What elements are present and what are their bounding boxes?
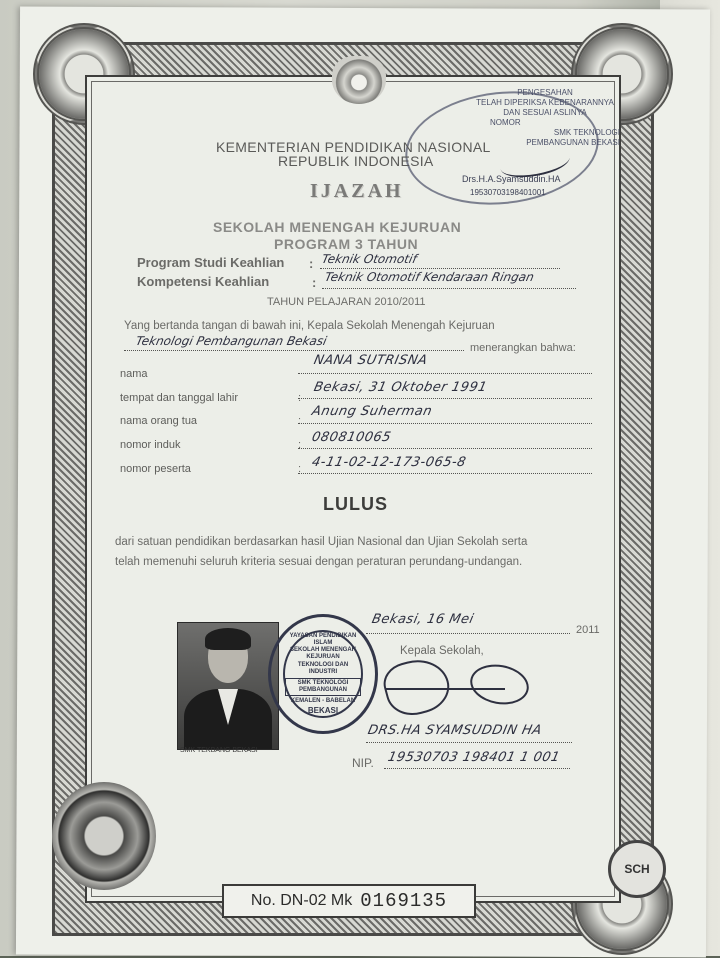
- legalization-stamp-text: [470, 88, 620, 148]
- photo-caption: SMK TEKBANG BEKASI: [180, 747, 258, 754]
- dotted-line: [322, 288, 576, 289]
- school-type: SEKOLAH MENENGAH KEJURUAN: [213, 219, 462, 235]
- serial-prefix: No. DN-02 Mk: [250, 892, 353, 909]
- field-label-name: nama: [120, 368, 148, 380]
- dotted-line: [384, 768, 570, 769]
- stamp-line: TEKNOLOGI DAN INDUSTRI: [297, 661, 349, 675]
- program-label: Program Studi Keahlian: [137, 255, 285, 270]
- dotted-line: [298, 473, 592, 474]
- security-badge: SCH: [608, 840, 666, 898]
- stamp-line: DAN SESUAI ASLINYA: [503, 108, 587, 117]
- garuda-emblem-icon: [332, 56, 386, 104]
- field-value-student-id: 080810065: [310, 430, 393, 445]
- dotted-line: [366, 742, 572, 743]
- competence-value: Teknik Otomotif Kendaraan Ringan: [323, 270, 536, 284]
- stamp-line: SMK TEKNOLOGI: [553, 128, 620, 137]
- statement-intro: Yang bertanda tangan di bawah ini, Kepala Sekolah Menengah Kejuruan: [124, 320, 495, 332]
- principal-name: DRS.HA SYAMSUDDIN HA: [366, 723, 544, 738]
- serial-number-box: [222, 884, 476, 918]
- competence-label: Kompetensi Keahlian: [137, 274, 270, 289]
- dotted-line: [320, 268, 560, 269]
- field-value-birth: Bekasi, 31 Oktober 1991: [312, 380, 489, 395]
- stamp-line: NOMOR: [490, 118, 521, 127]
- signature-year: 2011: [576, 624, 600, 636]
- nip-value: 19530703 198401 1 001: [386, 750, 562, 765]
- document-title: IJAZAH: [310, 180, 404, 202]
- field-label-student-id: nomor induk: [120, 439, 181, 451]
- dotted-line: [298, 373, 592, 374]
- stamp-line: TELAH DIPERIKSA KEBENARANNYA: [476, 98, 614, 107]
- stamp-signer-name: Drs.H.A.Syamsuddin.HA: [462, 174, 561, 184]
- academic-year: TAHUN PELAJARAN 2010/2011: [267, 296, 426, 308]
- stamp-line: PENGESAHAN: [517, 88, 573, 97]
- dotted-line: [298, 423, 592, 424]
- certificate-content: PENGESAHAN TELAH DIPERIKSA KEBENARANNYA DAN SESUAI ASLINYA NOMOR SMK TEKNOLOGI PEMBANGUNAN BEKASI Drs.H.A.Syamsuddin.HA 19530703198401001 KEMENTERIAN PENDIDIKAN NASIONAL REPUBLIK INDONESIA IJAZAH SEKOLAH MENENGAH KEJURUAN PROGRAM 3 TAHUN Program Studi Keahlian : Teknik Otomotif Kompetensi Keahlian : Teknik Otomotif Kendaraan Ringan TAHUN PELAJARAN 2010/2011 Yang bertanda tangan di bawah ini, Kepala Sekolah Menengah Kejuruan Teknologi Pembangunan Bekasi menerangkan bahwa: nama NANA SUTRISNA tempat dan tanggal lahir : Bekasi, 31 Oktober 1991 nama orang tua : Anung Suherman nomor induk : 080810065 nomor peserta : 4-11-02-12-173-065-8 LULUS dari satuan pendidikan berdasarkan hasil Ujian Nasional dan Ujian Sekolah serta telah memenuhi seluruh kriteria sesuai dengan peraturan perundang-undangan. Bekasi, 16 Mei 2011 Kepala Sekolah, DRS.HA SYAMSUDDIN HA NIP. 19530703 198401 1 001 SMK TEKBANG BEKASI YAYASAN PENDIDIKAN ISLAM SEKOLAH MENENGAH KEJURUAN TEKNOLOGI DAN INDUSTRI SMK TEKNOLOGI PEMBANGUNAN KEMALEN - BABELAN BEKASI SCH No. DN-02 Mk 0169135: [0, 0, 720, 956]
- program-duration: PROGRAM 3 TAHUN: [274, 236, 419, 252]
- stamp-line: SEKOLAH MENENGAH KEJURUAN: [289, 647, 356, 661]
- embossed-seal-icon: [52, 782, 156, 890]
- dotted-line: [366, 633, 570, 634]
- dotted-line: [298, 398, 592, 399]
- field-value-exam-number: 4-11-02-12-173-065-8: [310, 455, 468, 470]
- signature-role: Kepala Sekolah,: [400, 645, 484, 657]
- result-status: LULUS: [323, 494, 388, 514]
- field-label-exam-number: nomor peserta: [120, 463, 191, 475]
- signature-stroke: [385, 688, 505, 690]
- field-label-parent: nama orang tua: [120, 415, 198, 427]
- result-text-line: dari satuan pendidikan berdasarkan hasil Ujian Nasional dan Ujian Sekolah serta: [115, 536, 528, 548]
- statement-declares: menerangkan bahwa:: [470, 342, 576, 354]
- nip-label: NIP.: [352, 756, 374, 770]
- stamp-line: PEMBANGUNAN BEKASI: [526, 138, 620, 147]
- student-photo: [177, 622, 279, 750]
- field-label-birth: tempat dan tanggal lahir: [120, 392, 239, 404]
- stamp-bottom-text: BEKASI: [307, 705, 339, 715]
- stamp-ring-text: YAYASAN PENDIDIKAN ISLAM: [289, 632, 357, 647]
- field-value-name: NANA SUTRISNA: [312, 353, 429, 368]
- dotted-line: [298, 448, 592, 449]
- school-stamp: [268, 614, 378, 734]
- stamp-band: SMK TEKNOLOGI PEMBANGUNAN: [285, 678, 361, 696]
- stamp-signer-nip: 19530703198401001: [470, 188, 546, 197]
- program-value: Teknik Otomotif: [320, 252, 419, 266]
- field-value-parent: Anung Suherman: [310, 404, 434, 419]
- principal-signature: [467, 660, 532, 709]
- ministry-name: KEMENTERIAN PENDIDIKAN NASIONAL: [216, 139, 491, 155]
- school-name: Teknologi Pembangunan Bekasi: [134, 334, 329, 348]
- dotted-line: [124, 350, 464, 351]
- signature-place-date: Bekasi, 16 Mei: [370, 612, 476, 627]
- stamp-line: KEMALEN - BABELAN: [290, 698, 356, 705]
- principal-signature: [379, 653, 455, 722]
- republic-name: REPUBLIK INDONESIA: [278, 153, 434, 169]
- serial-number: 0169135: [360, 890, 448, 912]
- result-text-line: telah memenuhi seluruh kriteria sesuai dengan peraturan perundang-undangan.: [115, 556, 523, 568]
